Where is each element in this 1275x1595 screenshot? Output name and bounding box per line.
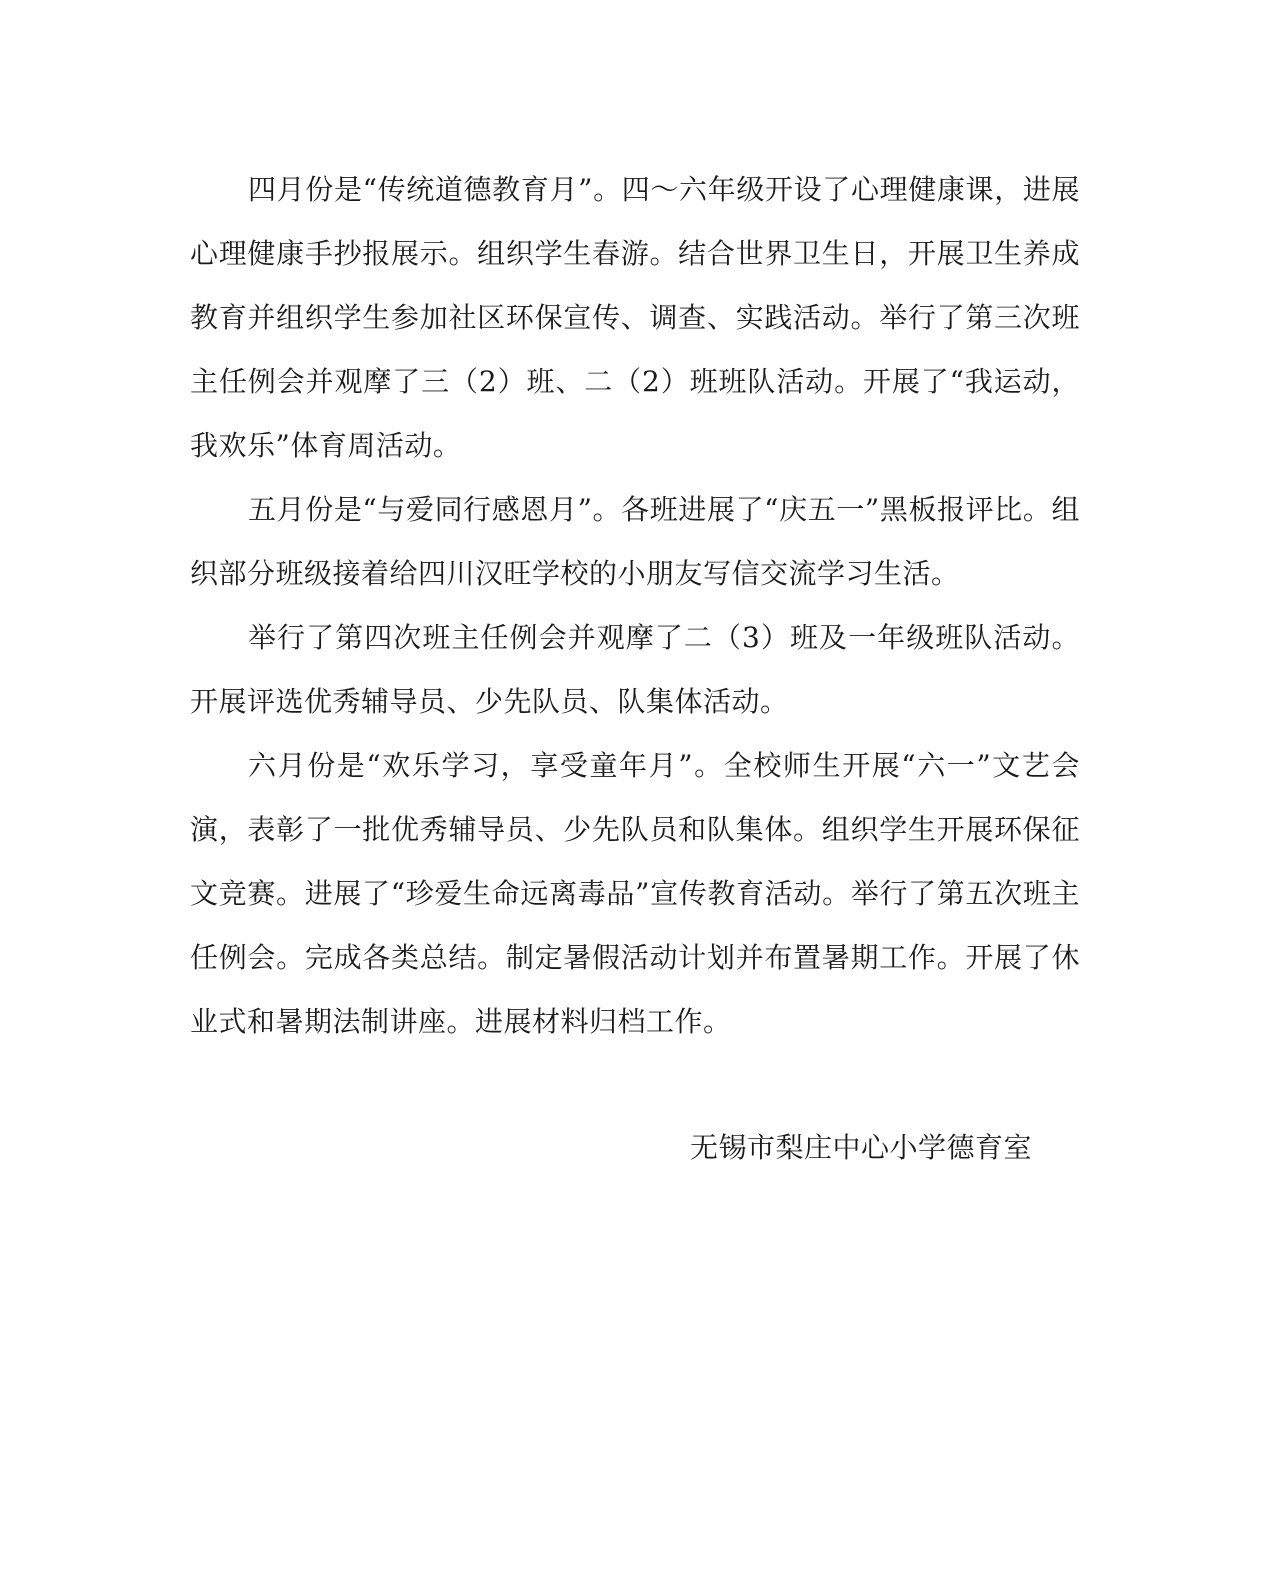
document-body — [190, 158, 1080, 1054]
paragraph-april: 四月份是“传统道德教育月”。四～六年级开设了心理健康课，进展心理健康手抄报展示。组织学生春游。结合世界卫生日，开展卫生养成教育并组织学生参加社区环保宣传、调查、实践活动。举行了第三次班主任例会并观摩了三（2）班、二（2）班班队活动。开展了“我运动，我欢乐”体育周活动。 — [190, 173, 1080, 462]
paragraph-june: 六月份是“欢乐学习，享受童年月”。全校师生开展“六一”文艺会演，表彰了一批优秀辅导员、少先队员和队集体。组织学生开展环保征文竞赛。进展了“珍爱生命远离毒品”宣传教育活动。举行了第五次班主任例会。完成各类总结。制定暑假活动计划并布置暑期工作。开展了休业式和暑期法制讲座。进展材料归档工作。 — [190, 749, 1080, 1038]
paragraph-meeting: 举行了第四次班主任例会并观摩了二（3）班及一年级班队活动。开展评选优秀辅导员、少先队员、队集体活动。 — [190, 621, 1080, 718]
signature: 无锡市梨庄中心小学德育室 — [690, 1131, 1033, 1164]
paragraph-may: 五月份是“与爱同行感恩月”。各班进展了“庆五一”黑板报评比。组织部分班级接着给四川汉旺学校的小朋友写信交流学习生活。 — [190, 493, 1080, 590]
